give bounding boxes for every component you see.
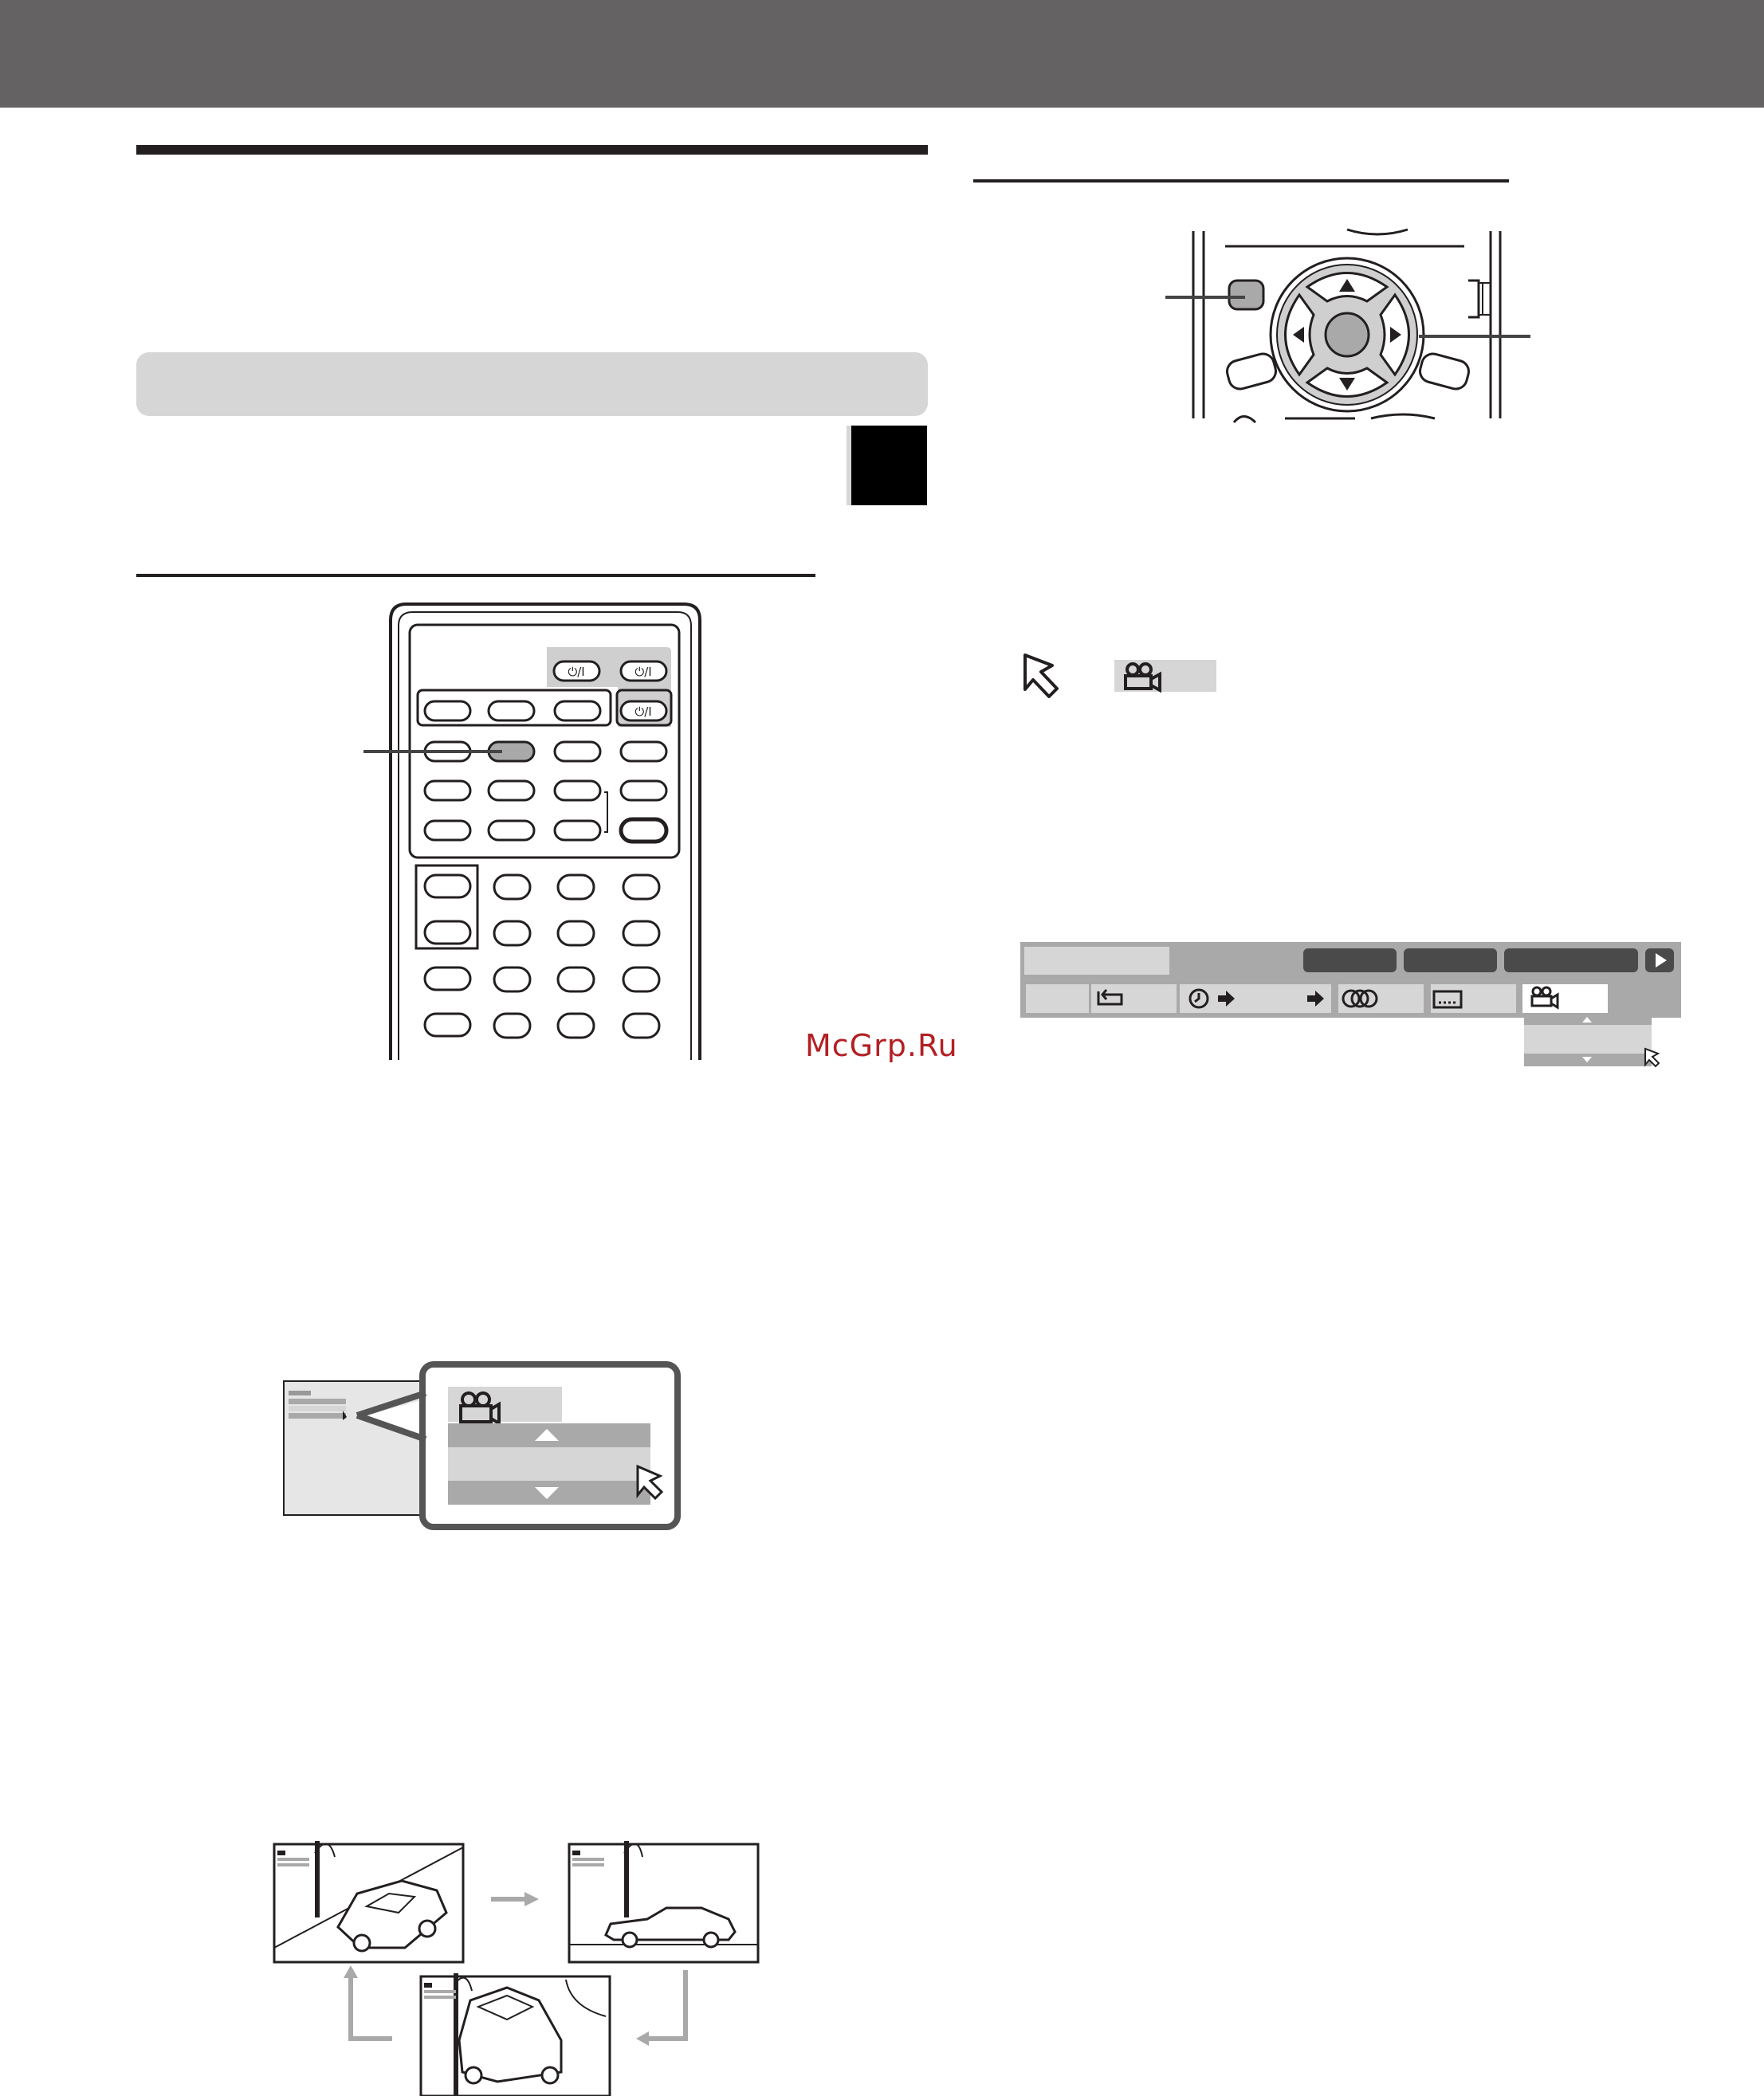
svg-text:⏻/I: ⏻/I (634, 705, 652, 719)
watermark: McGrp.Ru (805, 1028, 958, 1063)
svg-text:⏻/I: ⏻/I (634, 665, 652, 679)
svg-text:⏻/I: ⏻/I (568, 665, 585, 679)
